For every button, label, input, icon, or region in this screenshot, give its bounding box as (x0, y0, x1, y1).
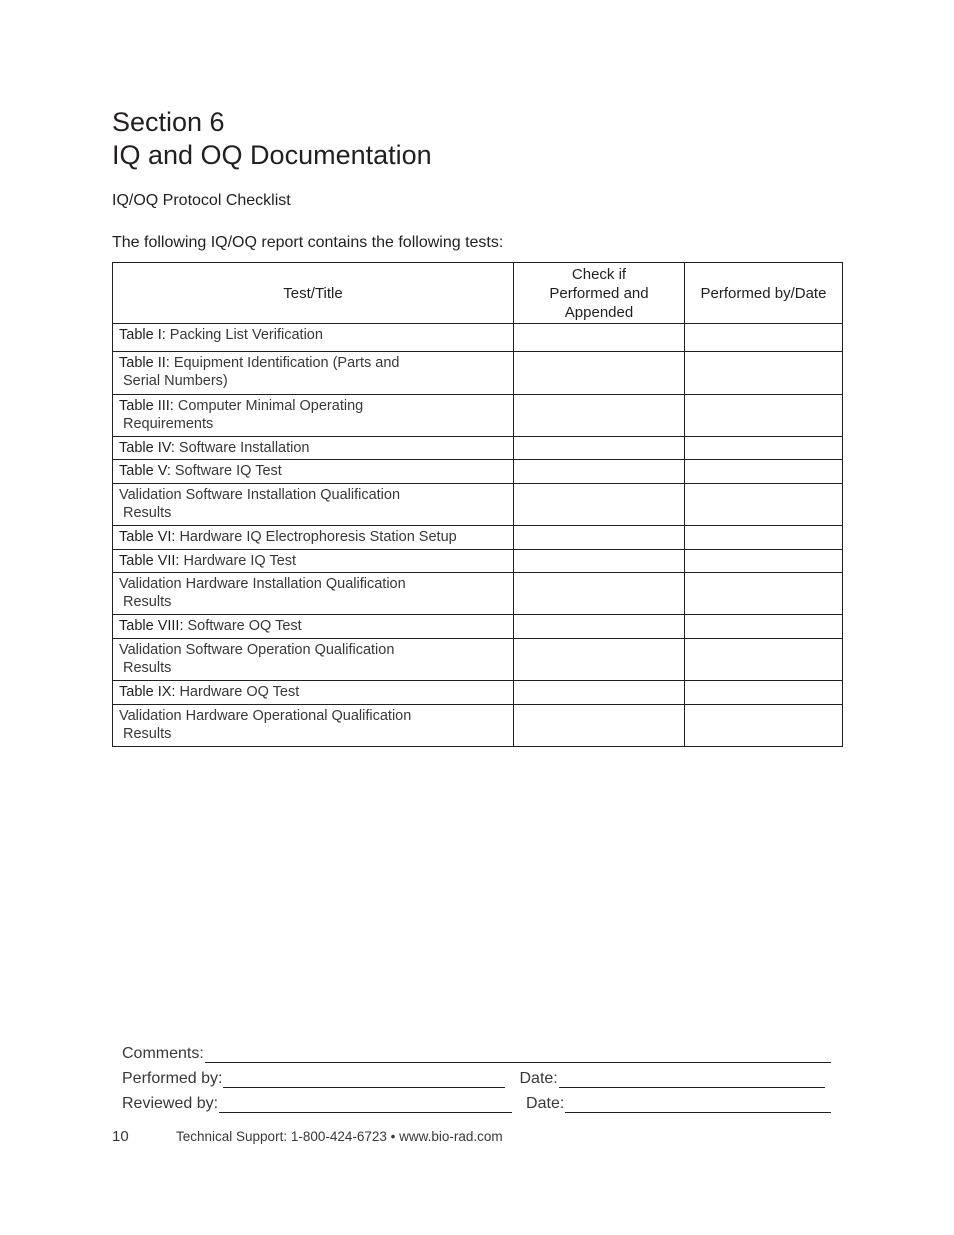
table-row (113, 460, 843, 484)
reviewed-by-line (122, 1088, 831, 1113)
check-performed-cell[interactable] (514, 681, 685, 705)
performed-by-label: Performed by: (122, 1070, 223, 1087)
performed-by-line (122, 1063, 831, 1088)
performed-by-date-cell[interactable] (685, 526, 843, 550)
test-title-cell (113, 484, 514, 526)
table-row (113, 526, 843, 550)
column-header-performed-by: Performed by/Date (685, 263, 843, 324)
table-row (113, 639, 843, 681)
test-title-text: Hardware IQ Test (183, 553, 297, 569)
test-title-text: Validation Software Installation Qualification (119, 487, 401, 503)
test-title-text: Hardware IQ Electrophoresis Station Setup (179, 529, 457, 545)
check-performed-cell[interactable] (514, 615, 685, 639)
table-label: Table VI: (119, 529, 176, 545)
test-title-cell (113, 395, 514, 437)
test-title-cell (113, 526, 514, 550)
table-label: Table IV: (119, 440, 175, 456)
test-title-text: Validation Software Operation Qualification (119, 642, 395, 658)
performed-by-date-cell[interactable] (685, 681, 843, 705)
page-footer (112, 1128, 503, 1145)
test-title-cell (113, 681, 514, 705)
check-performed-cell[interactable] (514, 460, 685, 484)
reviewed-by-field[interactable] (219, 1096, 512, 1113)
intro-text: The following IQ/OQ report contains the following tests: (112, 234, 504, 251)
performed-by-field[interactable] (223, 1071, 505, 1088)
test-title-text: Computer Minimal Operating (177, 398, 364, 414)
comments-field[interactable] (205, 1046, 831, 1063)
performed-by-date-cell[interactable] (685, 352, 843, 395)
table-label: Table VIII: (119, 618, 184, 634)
check-performed-cell[interactable] (514, 352, 685, 395)
table-row (113, 437, 843, 460)
test-title-text: Hardware OQ Test (179, 684, 300, 700)
column-header-test-title: Test/Title (113, 263, 514, 324)
signoff-area (122, 1038, 831, 1113)
reviewed-date-field[interactable] (565, 1096, 831, 1113)
table-row (113, 615, 843, 639)
check-performed-cell[interactable] (514, 437, 685, 460)
table-row (113, 352, 843, 395)
table-label: Table V: (119, 463, 171, 479)
table-row (113, 324, 843, 352)
check-performed-cell[interactable] (514, 526, 685, 550)
page-number: 10 (112, 1128, 129, 1145)
test-title-cell (113, 352, 514, 395)
performed-by-date-cell[interactable] (685, 550, 843, 573)
table-row (113, 573, 843, 615)
comments-line (122, 1038, 831, 1063)
check-performed-cell[interactable] (514, 395, 685, 437)
test-title-cell (113, 573, 514, 615)
section-heading (112, 106, 432, 172)
test-title-text: Validation Hardware Operational Qualification (119, 708, 412, 724)
table-label: Table III: (119, 398, 174, 414)
test-title-continuation: Results (123, 505, 172, 521)
check-performed-cell[interactable] (514, 639, 685, 681)
performed-by-date-cell[interactable] (685, 639, 843, 681)
table-row (113, 681, 843, 705)
test-title-text: Software OQ Test (187, 618, 302, 634)
table-label: Table VII: (119, 553, 180, 569)
test-title-cell (113, 437, 514, 460)
column-header-check: Check if Performed and Appended (514, 263, 685, 324)
support-info: Technical Support: 1-800-424-6723 • www.bio-rad.com (176, 1129, 503, 1144)
performed-by-date-cell[interactable] (685, 573, 843, 615)
check-performed-cell[interactable] (514, 705, 685, 747)
test-title-cell (113, 639, 514, 681)
checklist-subtitle: IQ/OQ Protocol Checklist (112, 192, 291, 209)
performed-by-date-cell[interactable] (685, 324, 843, 352)
performed-by-date-cell[interactable] (685, 484, 843, 526)
test-title-cell (113, 705, 514, 747)
test-title-cell (113, 550, 514, 573)
test-title-text: Validation Hardware Installation Qualification (119, 576, 406, 592)
test-title-cell (113, 324, 514, 352)
performed-date-field[interactable] (559, 1071, 825, 1088)
test-title-text: Packing List Verification (169, 327, 323, 343)
table-label: Table II: (119, 355, 170, 371)
check-performed-cell[interactable] (514, 550, 685, 573)
test-title-continuation: Requirements (123, 416, 214, 432)
test-title-continuation: Results (123, 660, 172, 676)
table-label: Table I: (119, 327, 166, 343)
test-title-cell (113, 615, 514, 639)
performed-by-date-cell[interactable] (685, 395, 843, 437)
performed-by-date-cell[interactable] (685, 437, 843, 460)
test-title-continuation: Serial Numbers) (123, 373, 228, 389)
checklist-table (112, 262, 843, 747)
table-row (113, 705, 843, 747)
section-title: IQ and OQ Documentation (112, 140, 432, 170)
performed-date-label: Date: (519, 1070, 558, 1087)
test-title-text: Software IQ Test (174, 463, 282, 479)
test-title-continuation: Results (123, 594, 172, 610)
table-row (113, 550, 843, 573)
test-title-cell (113, 460, 514, 484)
performed-by-date-cell[interactable] (685, 460, 843, 484)
performed-by-date-cell[interactable] (685, 615, 843, 639)
table-row (113, 484, 843, 526)
test-title-continuation: Results (123, 726, 172, 742)
check-performed-cell[interactable] (514, 573, 685, 615)
test-title-text: Software Installation (178, 440, 310, 456)
test-title-text: Equipment Identification (Parts and (173, 355, 400, 371)
comments-label: Comments: (122, 1045, 204, 1062)
check-performed-cell[interactable] (514, 324, 685, 352)
table-row (113, 395, 843, 437)
performed-by-date-cell[interactable] (685, 705, 843, 747)
table-header-row (113, 263, 843, 324)
check-performed-cell[interactable] (514, 484, 685, 526)
table-label: Table IX: (119, 684, 176, 700)
reviewed-by-label: Reviewed by: (122, 1095, 219, 1112)
reviewed-date-label: Date: (526, 1095, 565, 1112)
section-number: Section 6 (112, 107, 225, 137)
